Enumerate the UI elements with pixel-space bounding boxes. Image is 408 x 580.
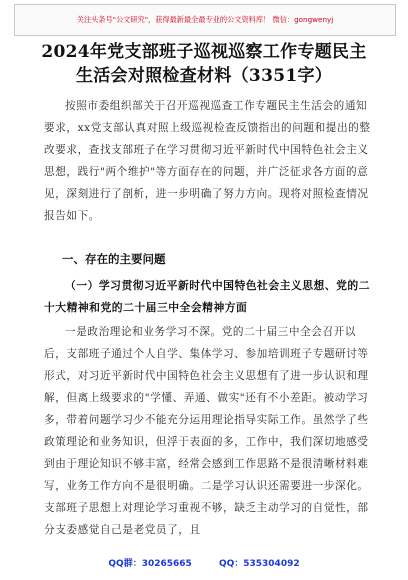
- footer-contact: [0, 556, 408, 569]
- document-title-line-1: 2024年党支部班子巡视巡察工作专题民主: [41, 42, 367, 62]
- subsection-heading: （一）学习贯彻习近平新时代中国特色社会主义思想、党的二十大精神和党的二十届三中全会精神方面: [44, 279, 371, 314]
- section-heading: 一、存在的主要问题: [62, 252, 166, 266]
- body-paragraph: 一是政治理论和业务学习不深。党的二十届三中全会召开以后，支部班子通过个人自学、集体学习、参加培训班子专题研讨等形式，对习近平新时代中国特色社会主义思想有了进一步认识和理解，但离上级要求的"学懂、弄通、做实"还有不小差距。被动学习多，带着问题学习少不能充分运用理论指导实际工作。虽然学了些政策理论和业务知识，但浮于表面的多，工作中，我们深切地感受到由于理论知识不够丰富，经常会感到工作思路不是很清晰材料难写，业务工作方向不是很明确。二是学习认识还需要进一步深化。支部班子思想上对理论学习重视不够，缺乏主动学习的自觉性，部分支委感觉自己是老党员了，且: [44, 326, 369, 536]
- header-banner: [14, 4, 396, 36]
- footer-qq-group: QQ群：30265665: [108, 559, 192, 569]
- banner-text: 关注头条号"公文研究"，获得最新最全最专业的公文资料库！ 微信：gongwenyj: [76, 15, 334, 24]
- document-title-line-2: 生活会对照检查材料（3351字）: [75, 66, 333, 86]
- footer-qq: QQ：535304092: [218, 559, 300, 569]
- intro-paragraph: 按照市委组织部关于召开巡视巡查工作专题民主生活会的通知要求，xx党支部认真对照上级巡视检查反馈指出的问题和提出的整改要求，查找支部班子在学习贯彻习近平新时代中国特色社会主义思想，践行"两个维护"等方面存在的问题，并广泛征求各方面的意见，深刻进行了剖析，进一步明确了努力方向。现将对照检查情况报告如下。: [44, 100, 371, 222]
